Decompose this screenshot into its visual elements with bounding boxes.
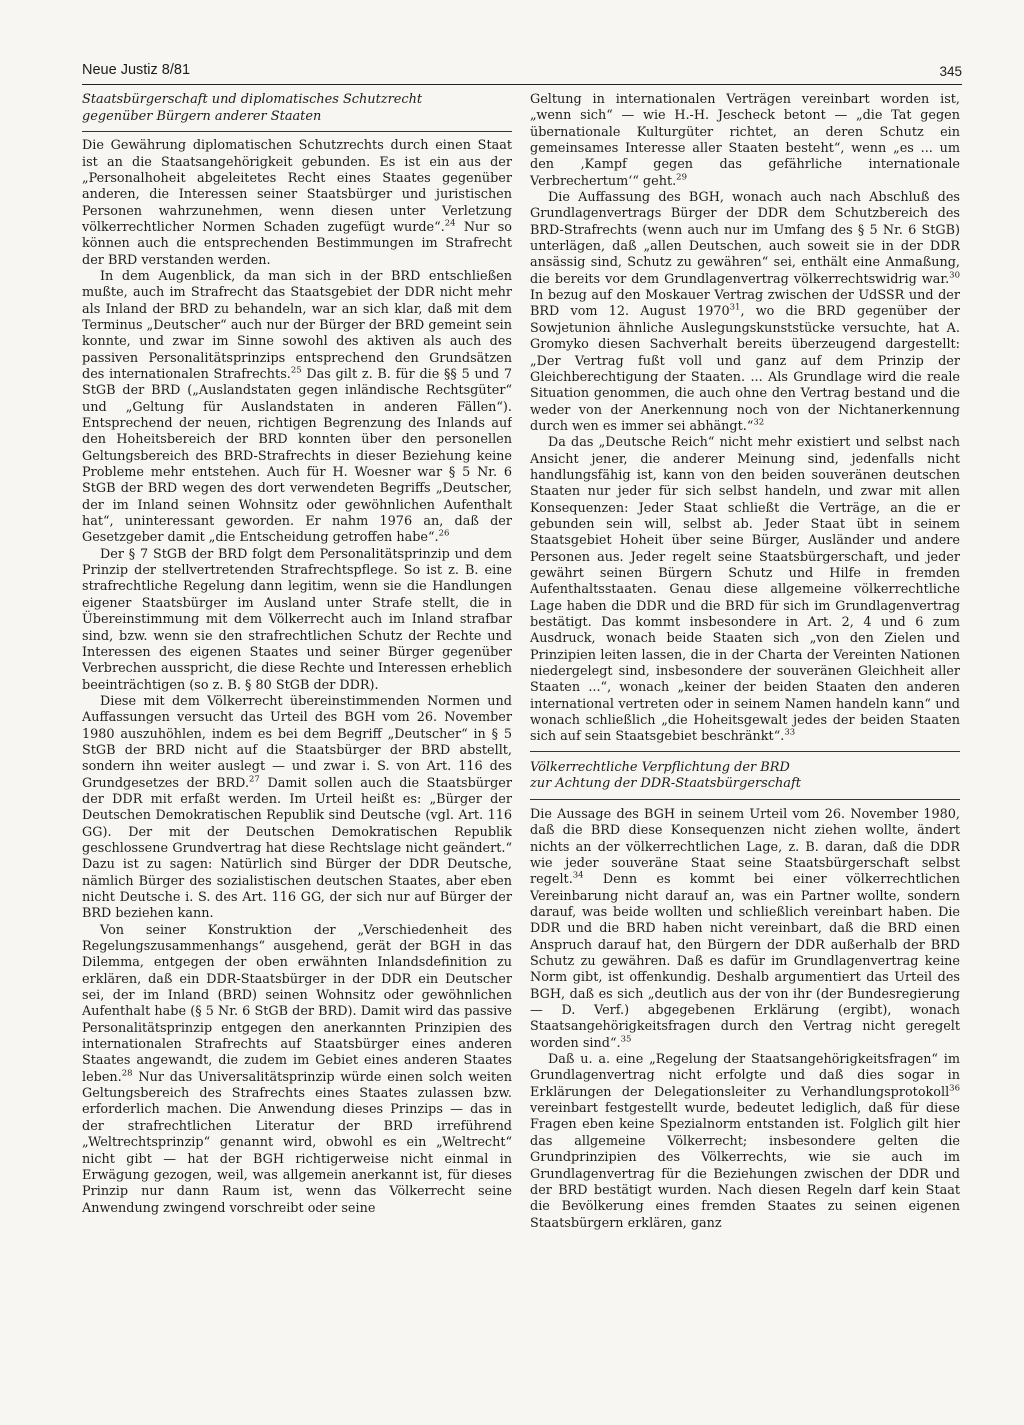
paragraph: Daß u. a. eine „Regelung der Staatsangehörigkeitsfragen“ im Grundlagenvertrag nicht erfolgte und daß dies sogar in Erklärungen der Delegationsleiter zu Verhandlungsprotokoll$^{36}$ vereinbart festgestellt wurde, bedeutet lediglich, daß für diese Fragen eben keine Spezialnorm entstanden ist. Folglich gilt hier das allgemeine Völkerrecht; insbesondere gelten die Grundprinzipien des Völkerrechts, wie sie auch im Grundlagenvertrag für die Beziehungen zwischen der DDR und der BRD bestätigt wurden. Nach diesen Regeln darf kein Staat die Bevölkerung eines fremden Staates zu seinen eigenen Staatsbürgern erklären, ganz xyxy=(530,1052,960,1231)
footnote-ref: 30 xyxy=(949,270,960,281)
footnote-ref: 31 xyxy=(729,303,741,314)
paragraph: Der § 7 StGB der BRD folgt dem Personalitätsprinzip und dem Prinzip der stellvertretenden Strafrechtspflege. So ist z. B. eine strafrechtliche Regelung dann legitim, wenn sie die Handlungen eigener Staatsbürger im Ausland unter Strafe stellt, die in Übereinstimmung mit dem Völkerrecht auch im Inland strafbar sind, bzw. wenn sie den strafrechtlichen Schutz der Rechte und Interessen des eigenen Staates und seiner Bürger gegenüber Verbrechen ausspricht, die diese Rechte und Interessen erheblich beeinträchtigen (so z. B. § 80 StGB der DDR). xyxy=(82,546,512,693)
footnote-ref: 29 xyxy=(676,172,687,183)
heading-line-2: zur Achtung der DDR-Staatsbürgerschaft xyxy=(530,776,801,792)
footnote-ref: 33 xyxy=(784,728,796,739)
footnote-ref: 35 xyxy=(620,1034,632,1045)
footnote-ref: 27 xyxy=(249,774,260,785)
section-heading xyxy=(82,92,512,132)
paragraph: Die Aussage des BGH in seinem Urteil vom 26. November 1980, daß die BRD diese Konsequenzen nicht ziehen wollte, ändert nichts an der völkerrechtlichen Lage, z. B. daran, daß die DDR wie jeder souveräne Staat seine Staatsbürgerschaft selbst regelt.$^{34}$ Denn es kommt bei einer völkerrechtlichen Vereinbarung nicht darauf an, was ein Partner wollte, sondern darauf, was beide wollten und schließlich vereinbart haben. Die DDR und die BRD haben nicht vereinbart, daß die BRD einen Anspruch darauf hat, den Bürgern der DDR außerhalb der BRD Schutz zu gewähren. Daß es dafür im Grundlagenvertrag keine Norm gibt, ist offenkundig. Deshalb argumentiert das Urteil des BGH, daß es sich „deutlich aus der von ihr (der Bundesregierung — D. Verf.) abgegebenen Erklärung (ergibt), wonach Staatsangehörigkeitsfragen durch den Vertrag nicht geregelt worden sind“.$^{35}$ xyxy=(530,806,960,1051)
footnote-ref: 34 xyxy=(572,871,584,882)
footnote-ref: 24 xyxy=(444,218,456,229)
left-column xyxy=(82,92,512,1410)
paragraph: Diese mit dem Völkerrecht übereinstimmenden Normen und Auffassungen versucht das Urteil des BGH vom 26. November 1980 auszuhöhlen, indem es bei dem Begriff „Deutscher“ in § 5 StGB der BRD nicht auf die Staatsbürger der BRD abstellt, sondern ihn weiter auslegt — und zwar i. S. von Art. 116 des Grundgesetzes der BRD.$^{27}$ Damit sollen auch die Staatsbürger der DDR mit erfaßt werden. Im Urteil heißt es: „Bürger der Deutschen Demokratischen Republik sind Deutsche (vgl. Art. 116 GG). Der mit der Deutschen Demokratischen Republik geschlossene Grundvertrag hat diese Rechtslage nicht geändert.“ Dazu ist zu sagen: Natürlich sind Bürger der DDR Deutsche, nämlich Bürger des sozialistischen deutschen Staates, aber eben nicht Deutsche i. S. des Art. 116 GG, der sich nur auf Bürger der BRD beziehen kann. xyxy=(82,693,512,922)
footnote-ref: 36 xyxy=(949,1083,960,1094)
journal-title: Neue Justiz 8/81 xyxy=(82,62,191,78)
footnote-ref: 32 xyxy=(753,417,765,428)
section-heading xyxy=(530,751,960,800)
heading-line-2: gegenüber Bürgern anderer Staaten xyxy=(82,108,322,124)
paragraph: Da das „Deutsche Reich“ nicht mehr existiert und selbst nach Ansicht jener, die anderer Meinung sind, jedenfalls nicht handlungsfähig ist, kann von den beiden souveränen deutschen Staaten nur jeder für sich selbst handeln, und zwar mit allen Konsequenzen: Jeder Staat schließt die Verträge, an die er gebunden sein will, selbst ab. Jeder Staat übt in seinem Staatsgebiet Hoheit über seine Bürger, Ausländer und andere Personen aus. Jeder regelt seine Staatsbürgerschaft, und jeder gewährt seinen Bürgern Schutz und Hilfe in fremden Aufenthaltsstaaten. Genau diese allgemeine völkerrechtliche Lage haben die DDR und die BRD für sich im Grundlagenvertrag bestätigt. Das kommt insbesondere in Art. 2, 4 und 6 zum Ausdruck, wonach beide Staaten sich „von den Zielen und Prinzipien leiten lassen, die in der Charta der Vereinten Nationen niedergelegt sind, insbesondere der souveränen Gleichheit aller Staaten ...“, wonach „keiner der beiden Staaten den anderen international vertreten oder in seinem Namen handeln kann“ und wonach schließlich „die Hoheitsgewalt jedes der beiden Staaten sich auf sein Staatsgebiet beschränkt“.$^{33}$ xyxy=(530,435,960,745)
paragraph: In dem Augenblick, da man sich in der BRD entschließen mußte, auch im Strafrecht das Staatsgebiet der DDR nicht mehr als Inland der BRD zu behandeln, war an sich klar, daß mit dem Terminus „Deutscher“ auch nur der Bürger der BRD gemeint sein konnte, und zwar im Sinne sowohl des aktiven als auch des passiven Personalitätsprinzips entsprechend den Grundsätzen des internationalen Strafrechts.$^{25}$ Das gilt z. B. für die §§ 5 und 7 StGB der BRD („Auslandstaten gegen inländische Rechtsgüter“ und „Geltung für Auslandstaten in anderen Fällen“). Entsprechend der neuen, richtigen Begrenzung des Inlands auf den Hoheitsbereich der BRD konnten über den personellen Geltungsbereich des BRD-Strafrechts in dieser Beziehung keine Probleme mehr entstehen. Auch für H. Woesner war § 5 Nr. 6 StGB der BRD wegen des dort verwendeten Begriffs „Deutscher, der im Inland seinen Wohnsitz oder gewöhnlichen Aufenthalt hat“, uninteressant geworden. Er nahm 1976 an, daß der Gesetzgeber damit „die Entscheidung getroffen habe“.$^{26}$ xyxy=(82,268,512,546)
heading-line-1: Staatsbürgerschaft und diplomatisches Schutzrecht xyxy=(82,92,423,107)
paragraph: Die Gewährung diplomatischen Schutzrechts durch einen Staat ist an die Staatsangehörigkeit gebunden. Es ist ein aus der „Personalhoheit abgeleitetes Recht eines Staates gegenüber anderen, die Interessen seiner Staatsbürger und juristischen Personen wahrzunehmen, wenn diesen unter Verletzung völkerrechtlicher Normen Schaden zugefügt wurde“.$^{24}$ Nur so können auch die entsprechenden Bestimmungen im Strafrecht der BRD verstanden werden. xyxy=(82,138,512,268)
page-number: 345 xyxy=(939,64,962,79)
right-column xyxy=(530,92,960,1410)
footnote-ref: 25 xyxy=(290,365,302,376)
heading-line-1: Völkerrechtliche Verpflichtung der BRD xyxy=(530,759,790,775)
paragraph: Von seiner Konstruktion der „Verschiedenheit des Regelungszusammenhangs“ ausgehend, gerät der BGH in das Dilemma, entgegen der oben erwähnten Inlandsdefinition zu erklären, daß ein DDR-Staatsbürger in der DDR ein Deutscher sei, der im Inland (BRD) seinen Wohnsitz oder gewöhnlichen Aufenthalt habe (§ 5 Nr. 6 StGB der BRD). Damit wird das passive Personalitätsprinzip entgegen den anerkannten Prinzipien des internationalen Strafrechts auf Staatsbürger eines anderen Staates angewandt, die zudem im Gebiet eines anderen Staates leben.$^{28}$ Nur das Universalitätsprinzip würde einen solch weiten Geltungsbereich des Strafrechts eines Staates zulassen bzw. erforderlich machen. Die Anwendung dieses Prinzips — das in der strafrechtlichen Literatur der BRD irreführend „Weltrechtsprinzip“ genannt wird, obwohl es ein „Weltrecht“ nicht gibt — hat der BGH richtigerweise nicht einmal in Erwägung gezogen, weil, was allgemein anerkannt ist, für dieses Prinzip nur dann Raum ist, wenn das Völkerrecht seine Anwendung zwingend vorschreibt oder seine xyxy=(82,922,512,1216)
paragraph: Geltung in internationalen Verträgen vereinbart worden ist, „wenn sich“ — wie H.-H. Jescheck betont — „die Tat gegen übernationale Kulturgüter richtet, an deren Schutz ein gemeinsames Interesse aller Staaten besteht“, wenn „es ... um den ‚Kampf gegen das gefährliche internationale Verbrechertum‘“ geht.$^{29}$ xyxy=(530,92,960,189)
footnote-ref: 28 xyxy=(121,1068,133,1079)
footnote-ref: 26 xyxy=(438,529,450,540)
paragraph: Die Auffassung des BGH, wonach auch nach Abschluß des Grundlagenvertrags Bürger der DDR dem Schutzbereich des BRD-Strafrechts (wenn auch nur im Umfang des § 5 Nr. 6 StGB) unterlägen, daß „allen Deutschen, auch soweit sie in der DDR ansässig sind, Schutz zu gewähren“ sei, enthält eine Anmaßung, die bereits vor dem Grundlagenvertrag völkerrechtswidrig war.$^{30}$ In bezug auf den Moskauer Vertrag zwischen der UdSSR und der BRD vom 12. August 1970$^{31}$, wo die BRD gegenüber der Sowjetunion ähnliche Auslegungskunststücke versuchte, hat A. Gromyko diesen Sachverhalt bereits überzeugend dargestellt: „Der Vertrag fußt voll und ganz auf dem Prinzip der Gleichberechtigung der Staaten. ... Als Grundlage wird die reale Situation genommen, die auch ohne den Vertrag bestand und die weder von der Anerkennung noch von der Nichtanerkennung durch wen es immer sei abhängt.“$^{32}$ xyxy=(530,190,960,434)
page-header xyxy=(82,60,962,85)
